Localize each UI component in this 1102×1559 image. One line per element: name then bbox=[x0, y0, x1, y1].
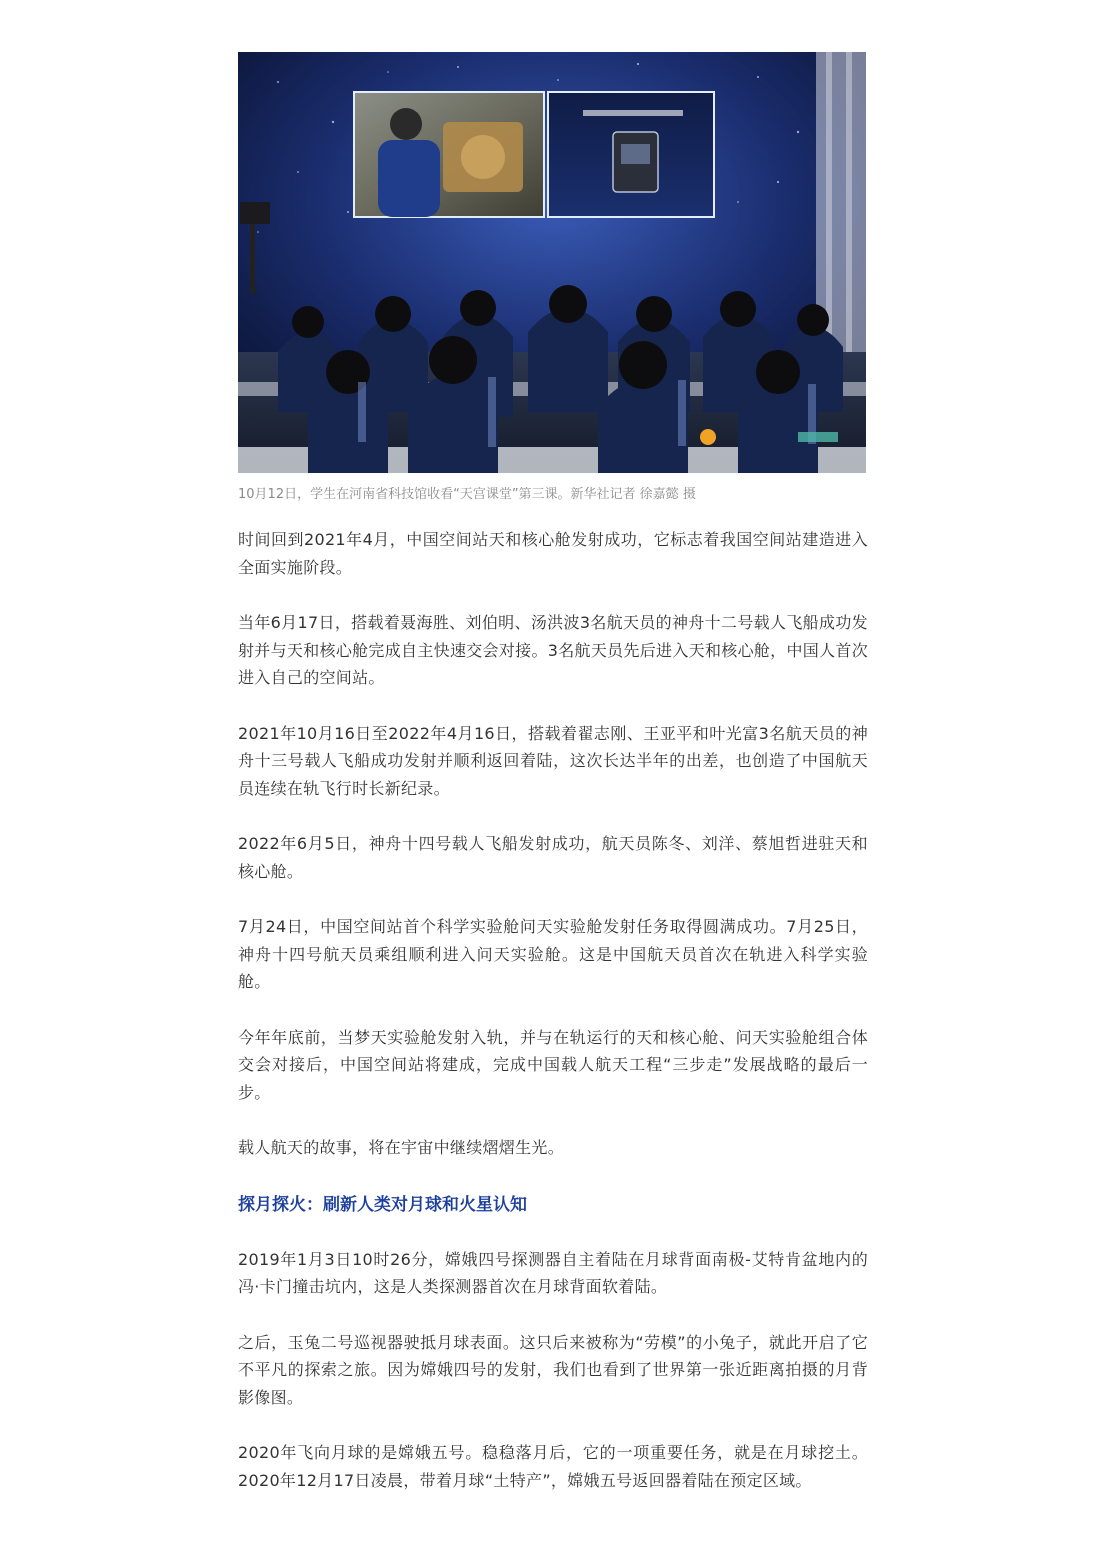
section-heading: 探月探火：刷新人类对月球和火星认知 bbox=[238, 1194, 527, 1215]
paragraph: 今年年底前，当梦天实验舱发射入轨，并与在轨运行的天和核心舱、问天实验舱组合体交会对接后，中国空间站将建成，完成中国载人航天工程“三步走”发展战略的最后一步。 bbox=[238, 1027, 868, 1102]
photo-caption: 10月12日，学生在河南省科技馆收看“天宫课堂”第三课。新华社记者 徐嘉懿 摄 bbox=[238, 487, 696, 502]
paragraph: 之后，玉兔二号巡视器驶抵月球表面。这只后来被称为“劳模”的小兔子，就此开启了它不平凡的探索之旅。因为嫦娥四号的发射，我们也看到了世界第一张近距离拍摄的月背影像图。 bbox=[238, 1332, 868, 1407]
paragraph: 载人航天的故事，将在宇宙中继续熠熠生光。 bbox=[238, 1138, 565, 1157]
paragraph: 时间回到2021年4月，中国空间站天和核心舱发射成功，它标志着我国空间站建造进入全面实施阶段。 bbox=[238, 530, 868, 577]
paragraph: 当年6月17日，搭载着聂海胜、刘伯明、汤洪波3名航天员的神舟十二号载人飞船成功发射并与天和核心舱完成自主快速交会对接。3名航天员先后进入天和核心舱，中国人首次进入自己的空间站。 bbox=[238, 613, 868, 687]
article bbox=[238, 52, 868, 1494]
article-photo bbox=[238, 52, 866, 473]
paragraph: 2020年飞向月球的是嫦娥五号。稳稳落月后，它的一项重要任务，就是在月球挖土。2020年12月17日凌晨，带着月球“土特产”，嫦娥五号返回器着陆在预定区域。 bbox=[238, 1443, 868, 1490]
paragraph: 2019年1月3日10时26分，嫦娥四号探测器自主着陆在月球背面南极-艾特肯盆地内的冯·卡门撞击坑内，这是人类探测器首次在月球背面软着陆。 bbox=[238, 1249, 868, 1296]
paragraph: 2022年6月5日，神舟十四号载人飞船发射成功，航天员陈冬、刘洋、蔡旭哲进驻天和核心舱。 bbox=[238, 834, 868, 881]
paragraph: 2021年10月16日至2022年4月16日，搭载着翟志刚、王亚平和叶光富3名航天员的神舟十三号载人飞船成功发射并顺利返回着陆，这次长达半年的出差，也创造了中国航天员连续在轨飞行时长新纪录。 bbox=[238, 723, 868, 798]
paragraph: 7月24日，中国空间站首个科学实验舱问天实验舱发射任务取得圆满成功。7月25日，神舟十四号航天员乘组顺利进入问天实验舱。这是中国航天员首次在轨进入科学实验舱。 bbox=[238, 917, 868, 991]
